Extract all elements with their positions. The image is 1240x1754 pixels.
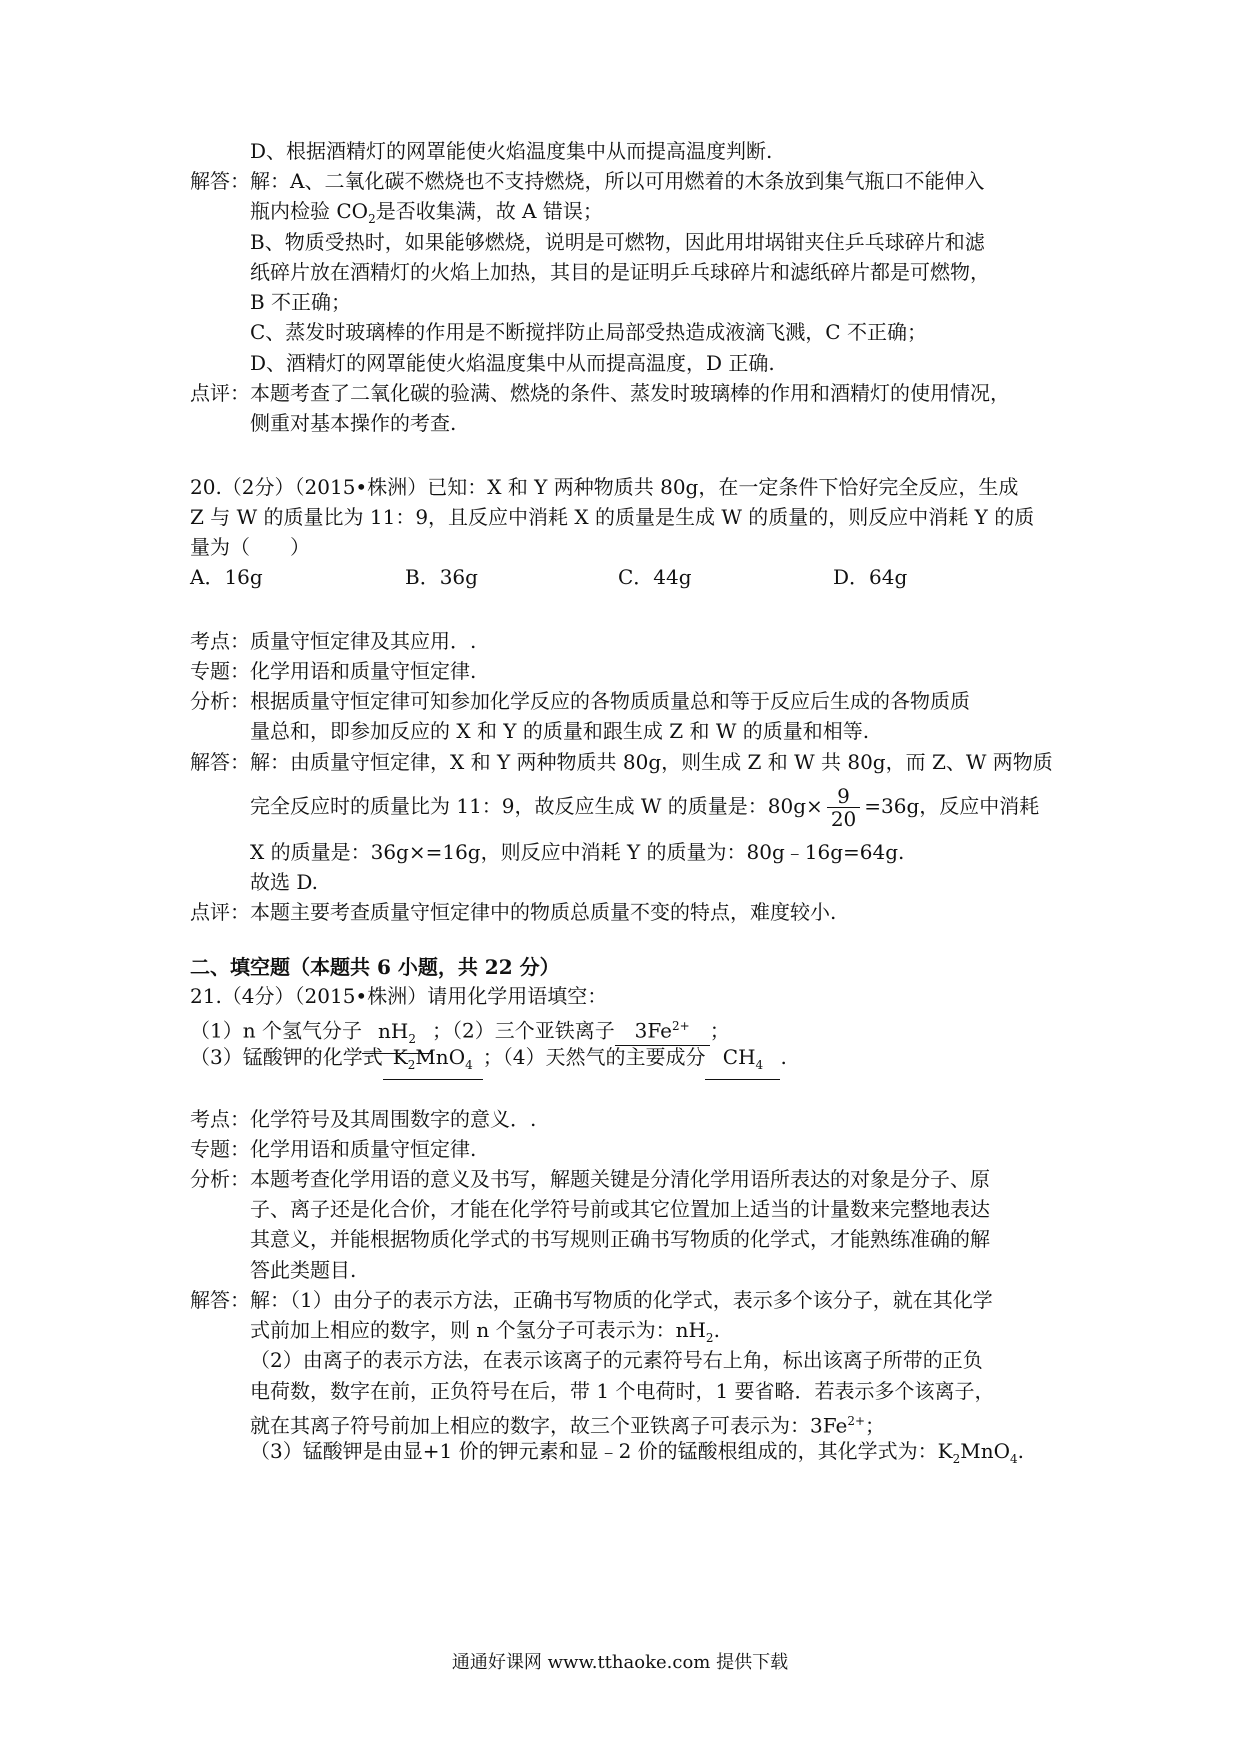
answer-label: 解答： [190, 1288, 250, 1312]
solution-line: B 不正确； [250, 290, 352, 314]
zhuanti-line: 专题：化学用语和质量守恒定律. [190, 659, 477, 683]
answer-line: （3）锰酸钾是由显+1 价的钾元素和显﹣2 价的锰酸根组成的，其化学式为：$K_2MnO_4$. [250, 1439, 1024, 1466]
option-a: A．16g [190, 565, 263, 589]
comment-label: 点评： [190, 381, 250, 405]
fenxi-line: 子、离子还是化合价，才能在化学符号前或其它位置加上适当的计量数来完整地表达 [250, 1197, 990, 1221]
fenxi-line: 答此类题目. [250, 1258, 357, 1282]
solution-line: 纸碎片放在酒精灯的火焰上加热，其目的是证明乒乓球碎片和滤纸碎片都是可燃物， [250, 260, 990, 284]
page-footer: 通通好课网 www.tthaoke.com 提供下载 [451, 1652, 789, 1673]
fenxi-line: 其意义，并能根据物质化学式的书写规则正确书写物质的化学式，才能熟练准确的解 [250, 1227, 990, 1251]
kaodian-line: 考点：化学符号及其周围数字的意义．. [190, 1107, 537, 1131]
answer-blank: $K_2MnO_4$ [383, 1043, 483, 1080]
kaodian-label: 考点： [190, 1107, 250, 1131]
solution-line: D、酒精灯的网罩能使火焰温度集中从而提高温度，D 正确. [250, 351, 775, 375]
option-d: D．64g [833, 565, 908, 589]
solution-line: 瓶内检验 $CO_2$是否收集满，故 A 错误； [250, 199, 603, 226]
question-text: 20.（2分）（2015•株洲）已知：X 和 Y 两种物质共 80g，在一定条件下恰好完全反应，生成 [190, 475, 1019, 499]
answer-blank: $nH_2$ [362, 1017, 432, 1054]
comment-label: 点评： [190, 900, 250, 924]
answer-line: （2）由离子的表示方法，在表示该离子的元素符号右上角，标出该离子所带的正负 [250, 1348, 983, 1372]
comment-line: 侧重对基本操作的考查. [250, 411, 457, 435]
question-text: 量为（ ） [190, 535, 310, 559]
answer-blank: $3Fe^{2+}$ [615, 1012, 710, 1046]
option-c: C．44g [618, 565, 692, 589]
solution-line: C、蒸发时玻璃棒的作用是不断搅拌防止局部受热造成液滴飞溅，C 不正确； [250, 320, 927, 344]
answer-blank: $CH_4$ [705, 1043, 780, 1080]
solution-line: D、根据酒精灯的网罩能使火焰温度集中从而提高温度判断. [250, 139, 773, 163]
solution-line: B、物质受热时，如果能够燃烧，说明是可燃物，因此用坩埚钳夹住乒乓球碎片和滤 [250, 230, 985, 254]
section-title: 二、填空题（本题共 6 小题，共 22 分） [190, 955, 560, 979]
comment-line: 点评：本题主要考查质量守恒定律中的物质总质量不变的特点，难度较小. [190, 900, 837, 924]
answer-line: 就在其离子符号前加上相应的数字，故三个亚铁离子可表示为：$3Fe^{2+}$； [250, 1413, 886, 1438]
fenxi-line: 量总和，即参加反应的 X 和 Y 的质量和跟生成 Z 和 W 的质量和相等. [250, 719, 870, 743]
answer-label: 解答： [190, 750, 250, 774]
answer-line: X 的质量是：36g×=16g，则反应中消耗 Y 的质量为：80g﹣16g=64g. [250, 840, 905, 864]
answer-label: 解答： [190, 169, 250, 193]
zhuanti-line: 专题：化学用语和质量守恒定律. [190, 1137, 477, 1161]
question-text: Z 与 W 的质量比为 11：9，且反应中消耗 X 的质量是生成 W 的质量的，则反应中消耗 Y 的质 [190, 505, 1035, 529]
zhuanti-label: 专题： [190, 1137, 250, 1161]
question-text: （1）n 个氢气分子 $nH_2$ ；（2）三个亚铁离子 $3Fe^{2+}$ ； [190, 1012, 730, 1054]
answer-line: 故选 D. [250, 870, 319, 894]
answer-line: 解答：解：（1）由分子的表示方法，正确书写物质的化学式，表示多个该分子，就在其化学 [190, 1288, 993, 1312]
answer-line: 式前加上相应的数字，则 n 个氢分子可表示为：$nH_2$. [250, 1318, 720, 1345]
comment-line: 点评：本题考查了二氧化碳的验满、燃烧的条件、蒸发时玻璃棒的作用和酒精灯的使用情况， [190, 381, 1010, 405]
kaodian-line: 考点：质量守恒定律及其应用．. [190, 629, 477, 653]
fenxi-label: 分析： [190, 689, 250, 713]
kaodian-label: 考点： [190, 629, 250, 653]
answer-line: 电荷数，数字在前，正负符号在后，带 1 个电荷时，1 要省略．若表示多个该离子， [250, 1379, 995, 1403]
option-b: B．36g [405, 565, 478, 589]
answer-line: 完全反应时的质量比为 11：9，故反应生成 W 的质量是：80g× $\frac{9}{20}$ =36g，反应中消耗 [250, 784, 1040, 831]
solution-line: 解答：解：A、二氧化碳不燃烧也不支持燃烧，所以可用燃着的木条放到集气瓶口不能伸入 [190, 169, 985, 193]
question-text: 21.（4分）（2015•株洲）请用化学用语填空： [190, 984, 608, 1008]
fenxi-line: 分析：本题考查化学用语的意义及书写，解题关键是分清化学用语所表达的对象是分子、原 [190, 1167, 990, 1191]
question-text: （3）锰酸钾的化学式 $K_2MnO_4$ ；（4）天然气的主要成分 $CH_4$ . [190, 1043, 787, 1080]
fenxi-label: 分析： [190, 1167, 250, 1191]
answer-line: 解答：解：由质量守恒定律，X 和 Y 两种物质共 80g，则生成 Z 和 W 共 80g，而 Z、W 两物质 [190, 750, 1053, 774]
zhuanti-label: 专题： [190, 659, 250, 683]
fenxi-line: 分析：根据质量守恒定律可知参加化学反应的各物质质量总和等于反应后生成的各物质质 [190, 689, 970, 713]
fraction: $\frac{9}{20}$ [827, 785, 860, 830]
